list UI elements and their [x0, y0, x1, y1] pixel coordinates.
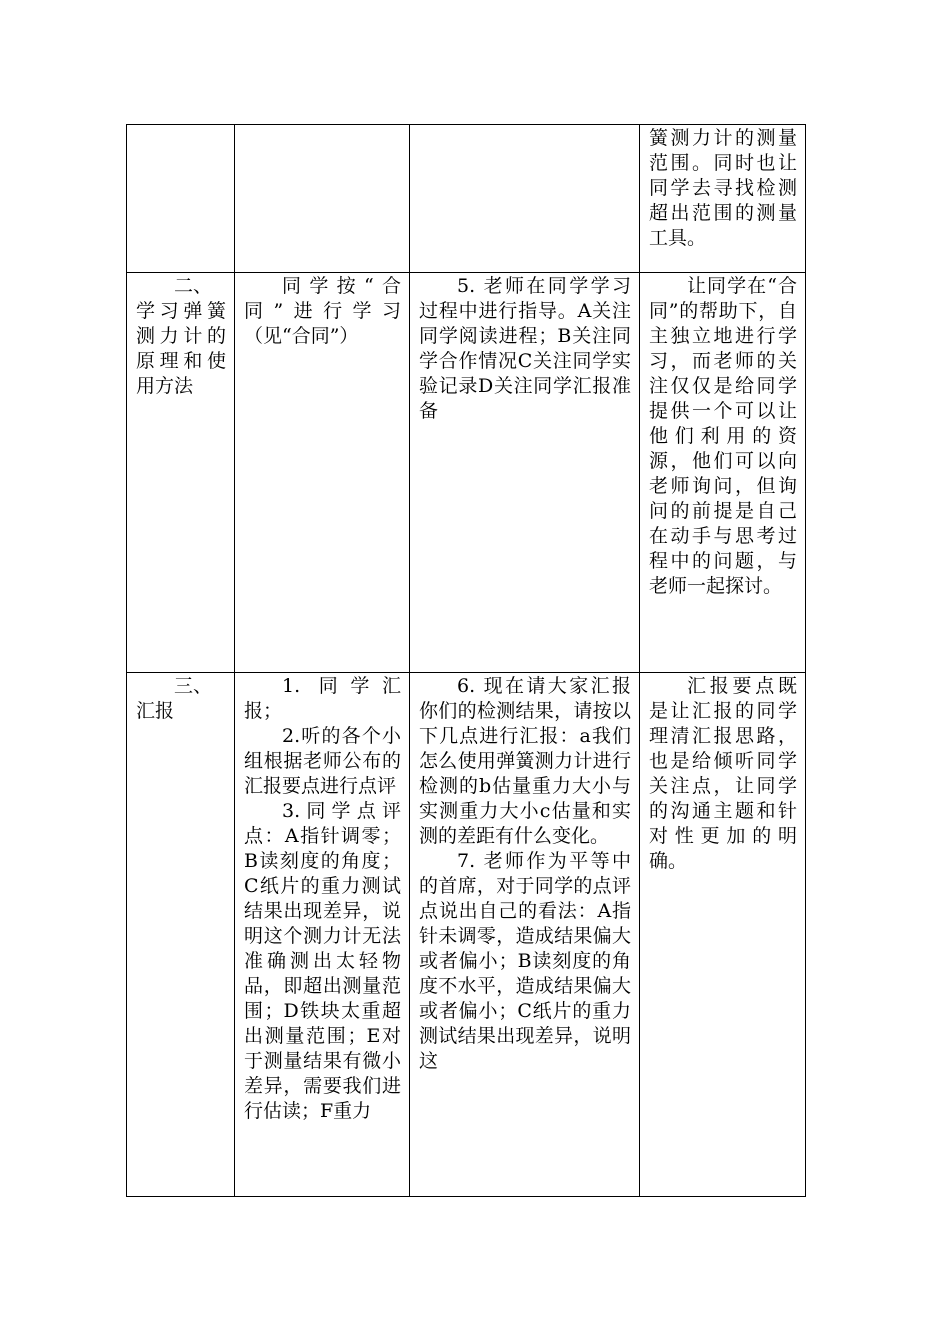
cell-paragraph: 6. 现在请大家汇报你们的检测结果，请按以下几点进行汇报：a我们怎么使用弹簧测力计进行检测的b估量重力大小与实测重力大小c估量和实测的差距有什么变化。 [419, 675, 631, 847]
table-cell-teacher-activity [410, 673, 640, 1197]
table-cell-stage [127, 673, 235, 1197]
table-row [127, 125, 806, 273]
table-cell-stage [127, 125, 235, 273]
table-cell-stage [127, 273, 235, 673]
table-cell-design-intent [640, 273, 806, 673]
cell-paragraph: 1. 同学汇报； [244, 675, 401, 722]
cell-paragraph: 3.同学点评点：A指针调零；B读刻度的角度；C纸片的重力测试结果出现差异，说明这个测力计无法准确测出太轻物品，即超出测量范围；D铁块太重超出测量范围；E对于测量结果有微小差异，需要我们进行估读；F重力 [244, 800, 401, 1122]
lesson-plan-table [126, 124, 806, 1197]
table-cell-student-activity [235, 673, 410, 1197]
table-row [127, 273, 806, 673]
table-cell-design-intent [640, 125, 806, 273]
table-cell-teacher-activity [410, 273, 640, 673]
table-cell-student-activity [235, 273, 410, 673]
cell-text: 同学按“合同”进行学习（见“合同”） [244, 275, 401, 347]
cell-text: 簧测力计的测量范围。同时也让同学去寻找检测超出范围的测量工具。 [649, 127, 797, 249]
cell-paragraph: 2.听的各个小组根据老师公布的汇报要点进行点评 [244, 725, 401, 797]
table-cell-design-intent [640, 673, 806, 1197]
table-cell-student-activity [235, 125, 410, 273]
cell-text: 让同学在“合同”的帮助下，自主独立地进行学习，而老师的关注仅仅是给同学提供一个可以让他们利用的资源，他们可以向老师询问，但询问的前提是自己在动手与思考过程中的问题，与老师一起探讨。 [649, 275, 797, 597]
table-cell-teacher-activity [410, 125, 640, 273]
stage-number: 二、 [174, 275, 213, 297]
stage-number: 三、 [174, 675, 213, 697]
stage-title: 学习弹簧测力计的原理和使用方法 [136, 300, 226, 397]
cell-text: 5. 老师在同学学习过程中进行指导。A关注同学阅读进程；B关注同学合作情况C关注同学实验记录D关注同学汇报准备 [419, 275, 631, 422]
cell-text: 汇报要点既是让汇报的同学理清汇报思路，也是给倾听同学关注点，让同学的沟通主题和针对性更加的明确。 [649, 675, 797, 872]
cell-paragraph: 7. 老师作为平等中的首席，对于同学的点评点说出自己的看法：A指针未调零，造成结果偏大或者偏小；B读刻度的角度不水平，造成结果偏大或者偏小；C纸片的重力测试结果出现差异，说明这 [419, 850, 631, 1072]
stage-title: 汇报 [136, 700, 175, 722]
table-row [127, 673, 806, 1197]
